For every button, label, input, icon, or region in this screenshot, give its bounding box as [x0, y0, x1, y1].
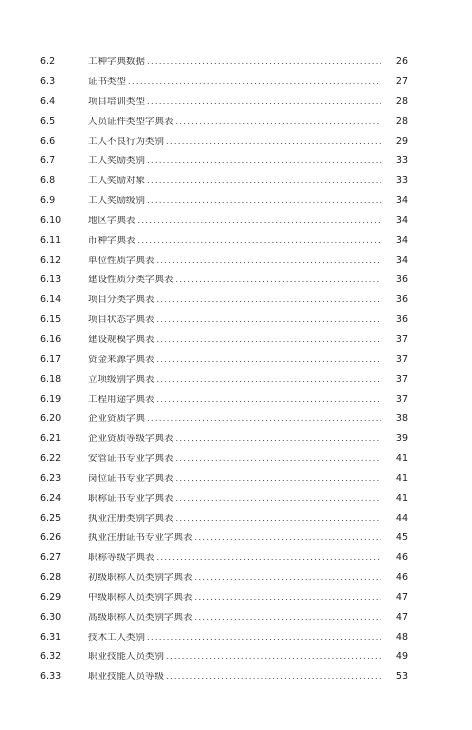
toc-leader-dots [138, 237, 408, 245]
toc-entry-title: 地区字典表 [88, 215, 136, 226]
toc-entry-number: 6.12 [40, 254, 62, 266]
toc-leader-dots [157, 356, 408, 364]
toc-entry-text [88, 395, 408, 405]
toc-entry-title: 资金来源字典表 [88, 354, 155, 365]
toc-entry-page-number: 36 [381, 275, 408, 285]
toc-entry-title: 项目分类字典表 [88, 295, 155, 305]
toc-entry-text [88, 613, 408, 623]
toc-entry[interactable] [0, 508, 472, 528]
toc-entry[interactable] [0, 548, 472, 568]
toc-entry[interactable] [0, 588, 472, 608]
toc-entry[interactable] [0, 469, 472, 489]
toc-entry[interactable] [0, 151, 472, 171]
toc-entry-title: 单位性质字典表 [88, 255, 155, 266]
toc-entry-text [88, 494, 408, 504]
toc-entry-title: 立项级别字典表 [88, 374, 155, 385]
toc-entry-title: 岗位证书专业字典表 [88, 473, 174, 484]
toc-entry[interactable] [0, 449, 472, 469]
toc-entry-number: 6.15 [40, 314, 62, 326]
toc-entry-text [88, 414, 408, 424]
toc-entry-number: 6.13 [40, 274, 62, 286]
toc-entry-title: 技术工人类别 [88, 632, 146, 643]
toc-entry-page-number: 36 [381, 315, 408, 325]
toc-entry-text [88, 97, 408, 107]
toc-entry-number: 6.25 [40, 512, 62, 524]
toc-entry-text [88, 533, 408, 543]
toc-entry-text [88, 77, 408, 87]
toc-entry-page-number: 45 [381, 533, 408, 543]
toc-entry-page-number: 33 [381, 156, 408, 166]
toc-entry[interactable] [0, 270, 472, 290]
toc-entry-page-number: 36 [381, 295, 408, 305]
toc-entry-text [88, 514, 408, 524]
toc-entry-page-number: 28 [381, 117, 408, 127]
toc-entry-page-number: 47 [381, 593, 408, 603]
toc-leader-dots [147, 634, 408, 642]
toc-entry-page-number: 44 [381, 514, 408, 524]
toc-entry-number: 6.11 [40, 234, 62, 246]
toc-leader-dots [176, 455, 408, 463]
toc-entry-page-number: 37 [381, 335, 408, 345]
toc-entry-number: 6.32 [40, 651, 62, 663]
toc-entry-text [88, 295, 408, 305]
toc-leader-dots [147, 58, 408, 66]
toc-entry[interactable] [0, 528, 472, 548]
toc-entry-number: 6.31 [40, 631, 62, 643]
toc-entry[interactable] [0, 409, 472, 429]
toc-entry-page-number: 37 [381, 355, 408, 365]
toc-entry-title: 证书类型 [88, 77, 127, 87]
toc-leader-dots [176, 118, 408, 126]
toc-entry[interactable] [0, 231, 472, 251]
toc-entry-page-number: 37 [381, 395, 408, 405]
toc-entry-number: 6.9 [40, 195, 56, 207]
toc-entry-text [88, 256, 408, 266]
toc-leader-dots [138, 217, 408, 225]
toc-leader-dots [157, 396, 408, 404]
toc-entry-title: 高级职称人员类别字典表 [88, 612, 193, 623]
toc-entry-number: 6.16 [40, 333, 62, 345]
toc-entry-title: 工人奖励级别 [88, 196, 146, 206]
toc-leader-dots [195, 574, 408, 582]
toc-entry-text [88, 176, 408, 186]
toc-entry-page-number: 33 [381, 176, 408, 186]
toc-entry-page-number: 26 [381, 57, 408, 67]
toc-entry-page-number: 38 [381, 414, 408, 424]
toc-entry-number: 6.8 [40, 175, 56, 187]
toc-leader-dots [147, 415, 408, 423]
toc-entry[interactable] [0, 389, 472, 409]
toc-entry[interactable] [0, 568, 472, 588]
toc-entry[interactable] [0, 350, 472, 370]
toc-entry-title: 企业资质等级字典表 [88, 434, 174, 444]
toc-entry-number: 6.26 [40, 532, 62, 544]
toc-entry[interactable] [0, 171, 472, 191]
toc-entry-page-number: 47 [381, 613, 408, 623]
toc-entry-number: 6.27 [40, 552, 62, 564]
toc-entry-number: 6.19 [40, 393, 62, 405]
toc-entry-text [88, 593, 408, 603]
toc-leader-dots [176, 475, 408, 483]
toc-entry-text [88, 633, 408, 643]
toc-entry-title: 人员证件类型字典表 [88, 116, 174, 127]
toc-entry-title: 企业资质字典 [88, 414, 146, 424]
toc-entry-number: 6.2 [40, 56, 56, 68]
toc-entry-number: 6.24 [40, 492, 62, 504]
toc-entry-title: 工人不良行为类别 [88, 136, 165, 147]
toc-entry[interactable] [0, 370, 472, 390]
toc-entry-number: 6.23 [40, 472, 62, 484]
toc-entry-text [88, 652, 408, 662]
toc-entry-number: 6.29 [40, 591, 62, 603]
toc-entry-page-number: 49 [381, 652, 408, 662]
toc-entry-text [88, 454, 408, 464]
toc-entry-text [88, 375, 408, 385]
toc-entry-title: 币种字典表 [88, 235, 136, 246]
toc-entry-number: 6.33 [40, 671, 62, 683]
toc-entry-number: 6.10 [40, 214, 62, 226]
toc-entry-text [88, 573, 408, 583]
toc-entry-number: 6.3 [40, 76, 56, 88]
toc-leader-dots [195, 594, 408, 602]
toc-entry[interactable] [0, 72, 472, 92]
toc-entry[interactable] [0, 191, 472, 211]
toc-list [0, 52, 472, 687]
toc-entry-title: 中级职称人员类别字典表 [88, 592, 193, 603]
toc-entry-page-number: 48 [381, 633, 408, 643]
toc-entry-text [88, 355, 408, 365]
toc-entry-text [88, 335, 408, 345]
toc-entry-page-number: 46 [381, 553, 408, 563]
toc-entry-title: 安管证书专业字典表 [88, 454, 174, 464]
toc-leader-dots [157, 296, 408, 304]
toc-leader-dots [157, 316, 408, 324]
toc-entry-title: 职称证书专业字典表 [88, 493, 174, 504]
toc-entry[interactable] [0, 92, 472, 112]
toc-entry-number: 6.28 [40, 572, 62, 584]
toc-entry-text [88, 672, 408, 682]
toc-entry-page-number: 34 [381, 236, 408, 246]
toc-entry-title: 职业技能人员等级 [88, 672, 165, 682]
toc-entry[interactable] [0, 250, 472, 270]
toc-entry-title: 执业注册证书专业字典表 [88, 533, 193, 543]
toc-leader-dots [166, 673, 408, 681]
toc-entry-title: 工人奖励类别 [88, 156, 146, 166]
toc-entry-text [88, 57, 408, 67]
toc-leader-dots [157, 336, 408, 344]
toc-entry[interactable] [0, 330, 472, 350]
toc-entry-page-number: 37 [381, 375, 408, 385]
toc-entry[interactable] [0, 310, 472, 330]
toc-entry-number: 6.30 [40, 611, 62, 623]
toc-entry-page-number: 53 [381, 672, 408, 682]
toc-leader-dots [176, 435, 408, 443]
toc-entry[interactable] [0, 429, 472, 449]
toc-entry[interactable] [0, 627, 472, 647]
toc-entry-page-number: 27 [381, 77, 408, 87]
toc-entry-number: 6.17 [40, 353, 62, 365]
toc-leader-dots [157, 376, 408, 384]
toc-entry-number: 6.21 [40, 433, 62, 445]
toc-entry[interactable] [0, 52, 472, 72]
toc-leader-dots [128, 78, 408, 86]
toc-entry-page-number: 41 [381, 474, 408, 484]
toc-entry-text [88, 236, 408, 246]
toc-leader-dots [166, 138, 408, 146]
toc-entry[interactable] [0, 489, 472, 509]
toc-entry-text [88, 117, 408, 127]
toc-entry-number: 6.5 [40, 115, 56, 127]
toc-entry[interactable] [0, 290, 472, 310]
toc-entry-page-number: 28 [381, 97, 408, 107]
toc-entry-page-number: 41 [381, 454, 408, 464]
toc-entry[interactable] [0, 647, 472, 667]
toc-entry[interactable] [0, 667, 472, 687]
toc-entry-title: 初级职称人员类别字典表 [88, 573, 193, 583]
toc-entry-title: 项目状态字典表 [88, 315, 155, 325]
toc-entry-number: 6.22 [40, 453, 62, 465]
toc-entry-number: 6.4 [40, 95, 56, 107]
toc-leader-dots [157, 257, 408, 265]
toc-leader-dots [176, 276, 408, 284]
toc-entry-title: 执业注册类别字典表 [88, 513, 174, 524]
toc-entry-page-number: 39 [381, 434, 408, 444]
toc-entry-title: 工程用途字典表 [88, 394, 155, 405]
toc-entry-page-number: 34 [381, 196, 408, 206]
toc-entry-text [88, 434, 408, 444]
toc-leader-dots [147, 98, 408, 106]
toc-entry-title: 职称等级字典表 [88, 553, 155, 563]
toc-entry[interactable] [0, 112, 472, 132]
toc-entry-text [88, 156, 408, 166]
toc-entry-text [88, 315, 408, 325]
toc-entry-text [88, 474, 408, 484]
toc-entry-page-number: 29 [381, 137, 408, 147]
toc-entry-text [88, 275, 408, 285]
toc-entry[interactable] [0, 131, 472, 151]
toc-entry-number: 6.20 [40, 413, 62, 425]
toc-entry[interactable] [0, 211, 472, 231]
toc-leader-dots [176, 495, 408, 503]
toc-entry-number: 6.18 [40, 373, 62, 385]
toc-entry-number: 6.7 [40, 155, 56, 167]
toc-entry-page-number: 46 [381, 573, 408, 583]
toc-entry-text [88, 196, 408, 206]
toc-leader-dots [176, 515, 408, 523]
toc-entry-text [88, 137, 408, 147]
toc-entry-page-number: 41 [381, 494, 408, 504]
toc-entry-page-number: 34 [381, 216, 408, 226]
toc-entry-title: 建设性质分类字典表 [88, 275, 174, 285]
toc-entry-page-number: 34 [381, 256, 408, 266]
toc-leader-dots [157, 554, 408, 562]
toc-leader-dots [195, 614, 408, 622]
toc-leader-dots [147, 157, 408, 165]
toc-entry-number: 6.14 [40, 294, 62, 306]
toc-entry-title: 项目培训类型 [88, 96, 146, 107]
toc-entry-number: 6.6 [40, 135, 56, 147]
toc-entry-title: 建设规模字典表 [88, 334, 155, 345]
toc-entry-title: 职业技能人员类别 [88, 652, 165, 662]
toc-entry-title: 工人奖励对象 [88, 176, 146, 186]
toc-leader-dots [147, 197, 408, 205]
toc-leader-dots [147, 177, 408, 185]
toc-entry-title: 工种字典数据 [88, 57, 146, 67]
toc-entry[interactable] [0, 608, 472, 628]
toc-entry-text [88, 553, 408, 563]
toc-leader-dots [195, 534, 408, 542]
toc-leader-dots [166, 653, 408, 661]
toc-entry-text [88, 216, 408, 226]
